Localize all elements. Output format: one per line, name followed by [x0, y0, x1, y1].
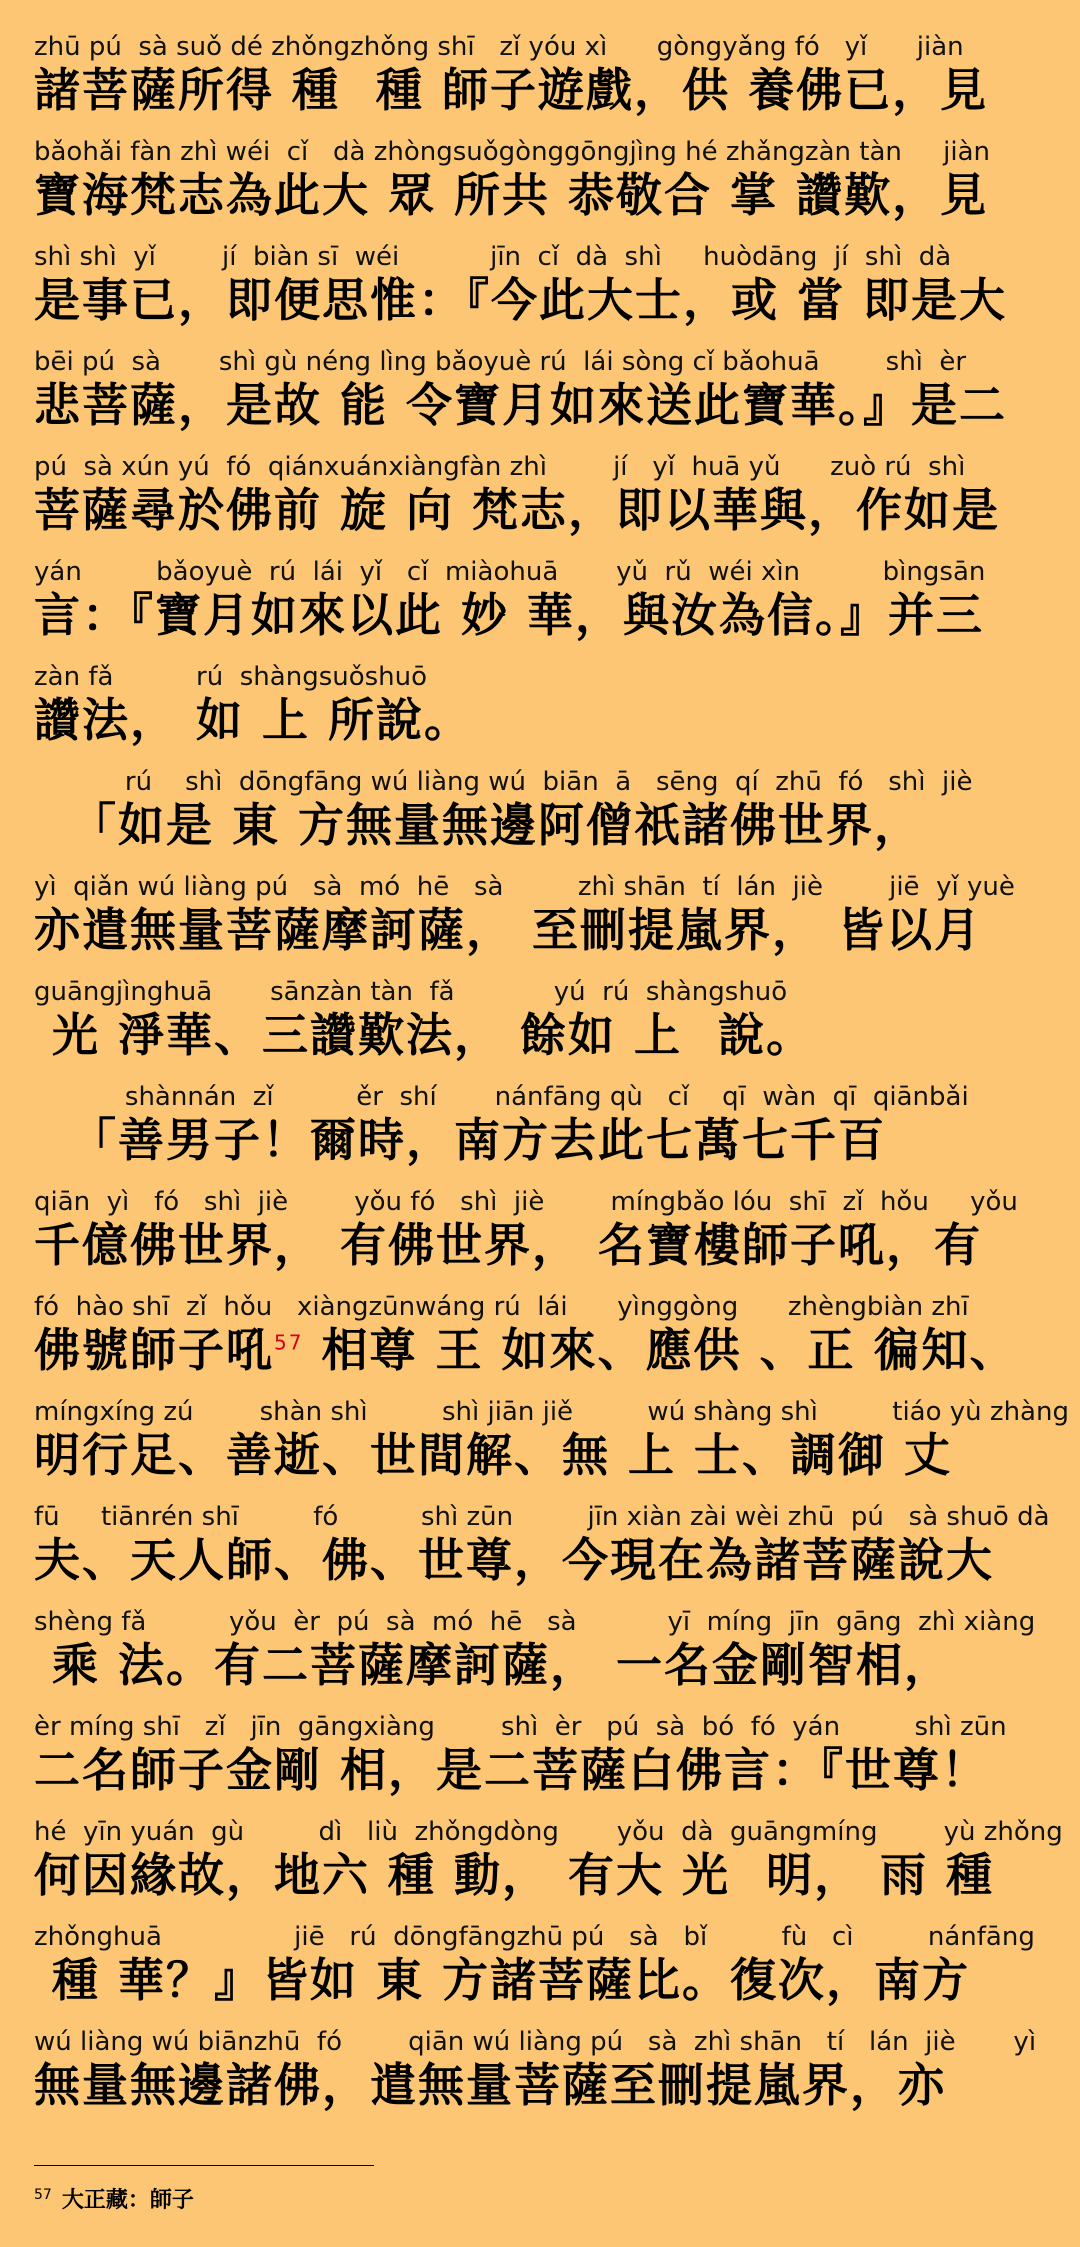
pinyin-annotation: shànnán zǐ ěr shí nánfāng qù cǐ qī wàn qī qiānbǎi	[34, 1082, 969, 1112]
footnote-reference: 57	[274, 1330, 304, 1355]
chinese-text: 何因緣故，地六 種 動， 有大 光 明， 雨 種	[34, 1848, 995, 1902]
pinyin-annotation: míngxíng zú shàn shì shì jiān jiě wú shàng shì tiáo yù zhàng	[34, 1397, 1069, 1427]
chinese-text: 寶海梵志為此大 眾 所共 恭敬合 掌 讚歎，見	[34, 168, 989, 222]
chinese-text: 悲菩薩，是故 能 令寶月如來送此寶華。』是二	[34, 378, 1008, 432]
chinese-text-part: 佛號師子吼	[34, 1323, 274, 1377]
text-line	[34, 242, 1054, 328]
chinese-text: 亦遣無量菩薩摩訶薩， 至刪提嵐界， 皆以月	[34, 903, 983, 957]
text-line	[34, 662, 1054, 748]
footnote	[34, 2180, 194, 2216]
pinyin-annotation: rú shì dōngfāng wú liàng wú biān ā sēng qí zhū fó shì jiè	[34, 767, 973, 797]
chinese-text: 讚法， 如 上 所說。	[34, 693, 473, 747]
chinese-text: 乘 法。有二菩薩摩訶薩， 一名金剛智相，	[34, 1638, 953, 1692]
pinyin-annotation: hé yīn yuán gù dì liù zhǒngdòng yǒu dà guāngmíng yù zhǒng	[34, 1817, 1063, 1847]
text-line	[34, 1082, 1054, 1168]
pinyin-annotation: fó hào shī zǐ hǒu xiàngzūnwáng rú lái yìnggòng zhèngbiàn zhī	[34, 1292, 969, 1322]
pinyin-annotation: shèng fǎ yǒu èr pú sà mó hē sà yī míng jīn gāng zhì xiàng	[34, 1607, 1036, 1637]
pinyin-annotation: wú liàng wú biānzhū fó qiān wú liàng pú sà zhì shān tí lán jiè yì	[34, 2027, 1037, 2057]
text-line	[34, 2027, 1054, 2113]
text-line	[34, 1187, 1054, 1273]
footnote-text: 大正藏：師子	[61, 2187, 194, 2214]
pinyin-annotation: shì shì yǐ jí biàn sī wéi jīn cǐ dà shì huòdāng jí shì dà	[34, 242, 952, 272]
pinyin-annotation: qiān yì fó shì jiè yǒu fó shì jiè míngbǎo lóu shī zǐ hǒu yǒu	[34, 1187, 1018, 1217]
chinese-text: 明行足、善逝、世間解、無 上 士、調御 丈	[34, 1428, 953, 1482]
text-line	[34, 872, 1054, 958]
chinese-text: 菩薩尋於佛前 旋 向 梵志，即以華與，作如是	[34, 483, 1001, 537]
pinyin-annotation: zhǒnghuā jiē rú dōngfāngzhū pú sà bǐ fù cì nánfāng	[34, 1922, 1035, 1952]
chinese-text: 「善男子！爾時，南方去此七萬七千百	[34, 1113, 887, 1167]
chinese-text: 光 淨華、三讚歎法， 餘如 上 說。	[34, 1008, 815, 1062]
chinese-text: 「如是 東 方無量無邊阿僧祇諸佛世界，	[34, 798, 923, 852]
pinyin-annotation: guāngjìnghuā sānzàn tàn fǎ yú rú shàngshuō	[34, 977, 788, 1007]
chinese-text: 二名師子金剛 相，是二菩薩白佛言：『世尊！	[34, 1743, 990, 1797]
text-line	[34, 1607, 1054, 1693]
pinyin-annotation: bǎohǎi fàn zhì wéi cǐ dà zhòngsuǒgònggōngjìng hé zhǎngzàn tàn jiàn	[34, 137, 991, 167]
pinyin-annotation: zhū pú sà suǒ dé zhǒngzhǒng shī zǐ yóu xì gòngyǎng fó yǐ jiàn	[34, 32, 964, 62]
text-line	[34, 977, 1054, 1063]
pinyin-annotation: èr míng shī zǐ jīn gāngxiàng shì èr pú sà bó fó yán shì zūn	[34, 1712, 1007, 1742]
chinese-text: 夫、天人師、佛、世尊，今現在為諸菩薩說大	[34, 1533, 994, 1587]
text-line	[34, 347, 1054, 433]
text-line	[34, 1817, 1063, 1903]
chinese-text-part: 相尊 王 如來、應供 、正 徧知、	[303, 1323, 1018, 1377]
pinyin-annotation: yì qiǎn wú liàng pú sà mó hē sà zhì shān tí lán jiè jiē yǐ yuè	[34, 872, 1015, 902]
chinese-text: 是事已，即便思惟：『今此大士，或 當 即是大	[34, 273, 1008, 327]
pinyin-annotation: fū tiānrén shī fó shì zūn jīn xiàn zài wèi zhū pú sà shuō dà	[34, 1502, 1050, 1532]
text-line	[34, 1502, 1054, 1588]
text-line	[34, 767, 1054, 853]
footnote-number: 57	[34, 2187, 52, 2203]
text-line	[34, 557, 1054, 643]
chinese-text	[34, 1322, 1054, 1378]
text-line	[34, 1712, 1054, 1798]
text-line	[34, 137, 1054, 223]
chinese-text: 諸菩薩所得 種 種 師子遊戲，供 養佛已，見	[34, 63, 989, 117]
chinese-text: 千億佛世界， 有佛世界， 名寶樓師子吼，有	[34, 1218, 983, 1272]
pinyin-annotation: yán bǎoyuè rú lái yǐ cǐ miàohuā yǔ rǔ wéi xìn bìngsān	[34, 557, 986, 587]
pinyin-annotation: pú sà xún yú fó qiánxuánxiàngfàn zhì jí yǐ huā yǔ zuò rú shì	[34, 452, 966, 482]
pinyin-annotation: zàn fǎ rú shàngsuǒshuō	[34, 662, 428, 692]
text-line	[34, 32, 1054, 118]
chinese-text: 種 華？』皆如 東 方諸菩薩比。復次，南方	[34, 1953, 971, 2007]
pinyin-annotation: bēi pú sà shì gù néng lìng bǎoyuè rú lái sòng cǐ bǎohuā shì èr	[34, 347, 967, 377]
text-line	[34, 452, 1054, 538]
footnote-divider	[34, 2165, 374, 2166]
text-line	[34, 1922, 1054, 2008]
text-line	[34, 1292, 1054, 1378]
chinese-text: 無量無邊諸佛，遣無量菩薩至刪提嵐界，亦	[34, 2058, 946, 2112]
text-line	[34, 1397, 1069, 1483]
chinese-text: 言：『寶月如來以此 妙 華，與汝為信。』并三	[34, 588, 985, 642]
